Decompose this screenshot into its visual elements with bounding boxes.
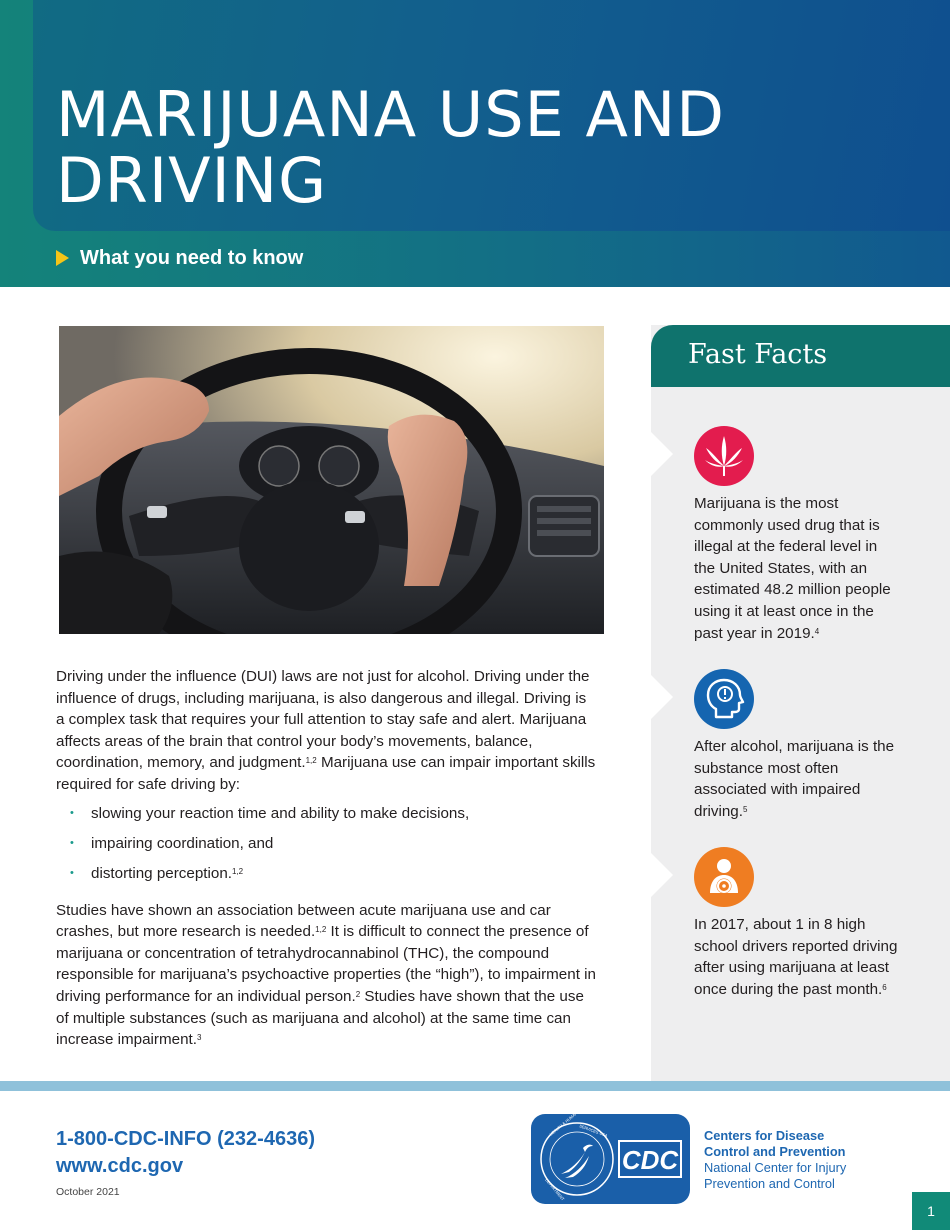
list-item: • slowing your reaction time and ability to make decisions, xyxy=(56,803,596,833)
citation-ref: 2 xyxy=(355,989,361,999)
list-item: • impairing coordination, and xyxy=(56,833,596,863)
play-arrow-icon xyxy=(56,250,69,266)
website-link[interactable]: www.cdc.gov xyxy=(56,1155,184,1177)
svg-text:SERVICES·USA: SERVICES·USA xyxy=(578,1123,609,1139)
publication-date: October 2021 xyxy=(56,1186,120,1198)
contact-phone[interactable]: 1-800-CDC-INFO (232-4636) xyxy=(56,1128,315,1150)
citation-ref: 1,2 xyxy=(232,866,244,876)
subtitle-row xyxy=(56,244,303,272)
svg-text:DEPARTMENT: DEPARTMENT xyxy=(544,1177,566,1202)
cdc-logo-text: CDC xyxy=(621,1145,679,1175)
citation-ref: 5 xyxy=(742,804,748,814)
footer-divider xyxy=(0,1081,950,1091)
fast-facts-header xyxy=(651,325,950,387)
impairment-list xyxy=(56,803,596,893)
page-number: 1 xyxy=(912,1192,950,1230)
page-title: MARIJUANA USE AND DRIVING xyxy=(56,78,725,217)
fast-facts-sidebar xyxy=(651,325,950,1081)
citation-ref: 6 xyxy=(882,982,887,992)
fast-facts-title: Fast Facts xyxy=(688,339,828,370)
intro-paragraph-1: Driving under the influence (DUI) laws are not just for alcohol. Driving under the influence of drugs, including marijuana, is also dangerous and illegal. Driving is a complex task that requires your full attention to stay safe and alert. Marijuana affects areas of the brain that control your body’s movements, balance, coordination, memory, and judgment.$^{1,2}$ Marijuana use can impair important skills required for safe driving by: xyxy=(56,668,596,793)
fact-text: Marijuana is the most commonly used drug that is illegal at the federal level in the United States, with an estimated 48.2 million people using it at least once in the past year in 2019.$^4$ xyxy=(694,495,891,642)
citation-ref: 1,2 xyxy=(315,925,327,935)
cannabis-leaf-icon xyxy=(694,426,754,486)
list-item: • distorting perception.$^{1,2}$ xyxy=(56,863,596,893)
driver-steering-wheel-icon xyxy=(694,847,754,907)
driver-steering-wheel-photo xyxy=(59,326,604,634)
svg-text:HEALTH & HUMAN: HEALTH & HUMAN xyxy=(548,1114,579,1137)
hhs-eagle-icon xyxy=(561,1145,593,1178)
fact-pointer xyxy=(651,675,673,719)
intro-paragraph-2: Studies have shown an association between acute marijuana use and car crashes, but more research is needed.$^{1,2}$ It is difficult to connect the presence of marijuana or concentration of tetrahydrocannabinol (THC), the compound responsible for marijuana’s psychoactive properties (the “high”), to impairment in driving performance for an individual person.$^2$ Studies have shown that the use of multiple substances (such as marijuana and alcohol) at the same time can increase impairment.$^3$ xyxy=(56,901,596,1049)
intro-text xyxy=(56,666,596,1051)
fact-text: In 2017, about 1 in 8 high school drivers reported driving after using marijuana at least once during the past month.$^6$ xyxy=(694,916,898,998)
agency-name: Centers for Disease Control and Prevention National Center for Injury Prevention and Control xyxy=(704,1128,847,1191)
fact-text: After alcohol, marijuana is the substance most often associated with impaired driving.$^5$ xyxy=(694,738,895,820)
citation-ref: 1,2 xyxy=(305,756,317,766)
citation-ref: 4 xyxy=(814,626,820,636)
page-subtitle: What you need to know xyxy=(80,246,304,269)
hhs-cdc-logo xyxy=(531,1114,690,1204)
fact-pointer xyxy=(651,853,673,897)
fact-pointer xyxy=(651,432,673,476)
head-alert-icon xyxy=(694,669,754,729)
citation-ref: 3 xyxy=(196,1033,202,1043)
